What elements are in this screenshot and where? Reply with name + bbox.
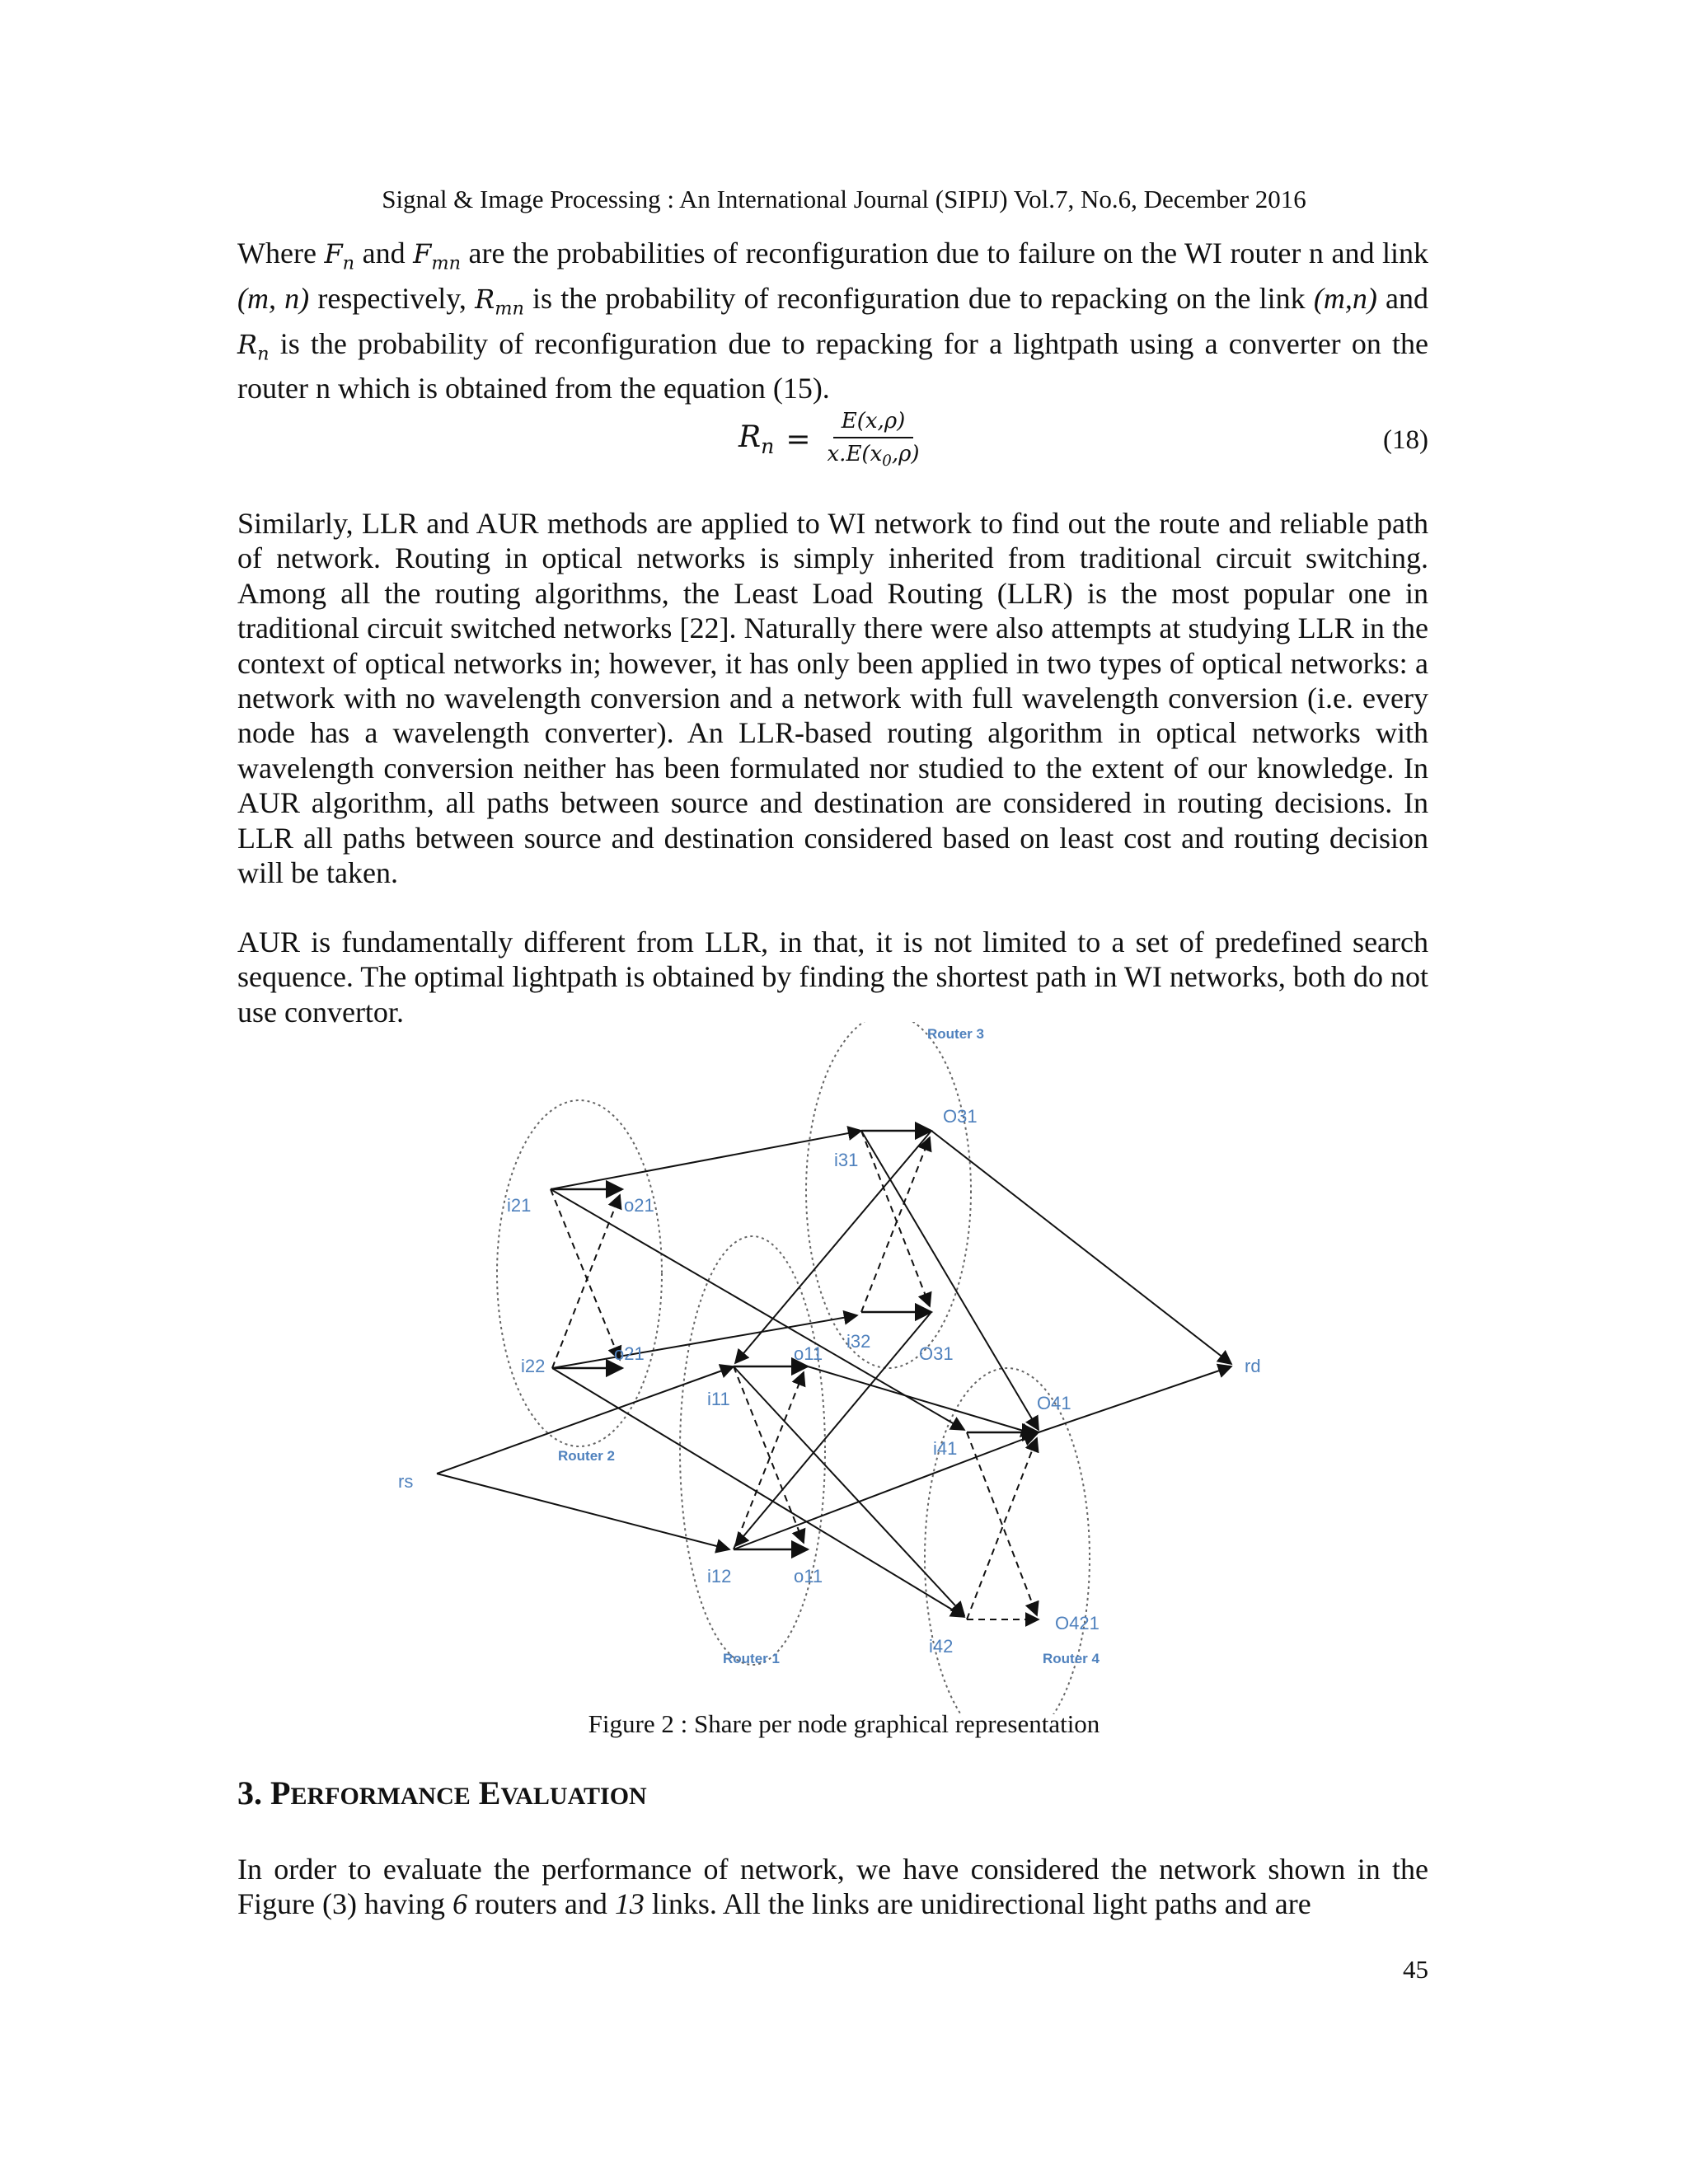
router3-ellipse (806, 1022, 971, 1368)
label-i41: i41 (933, 1438, 958, 1459)
label-o41: O41 (1037, 1393, 1071, 1413)
paragraph-aur-difference: AUR is fundamentally different from LLR, in that, it is not limited to a set of predefined search sequence. The optimal lightpath is obtained by finding the shortest path in WI networks, both do not use convertor. (237, 926, 1428, 1029)
equation-number: (18) (1383, 425, 1428, 455)
label-o21a: o21 (624, 1195, 654, 1216)
paragraph-definitions: Where $F_n$ and $F_{mn}$ are the probabilities of reconfiguration due to failure on the WI router n and link (m, n) respectively, $R_{mn}$ is the probability of reconfiguration due to repacking on the link (m,n) and $R_n$ is the probability of reconfiguration due to repacking for a lightpath using a converter on the router n which is obtained from the equation (15). (237, 237, 1428, 405)
equation-denominator: $x.E(x_0,\rho)$ (827, 442, 920, 471)
label-o31a: O31 (943, 1106, 978, 1127)
label-i31: i31 (834, 1150, 859, 1170)
equation-numerator: E(x,ρ) (833, 409, 913, 438)
page-number: 45 (1403, 1955, 1428, 1984)
label-i42: i42 (929, 1636, 954, 1657)
router2-ellipse (497, 1100, 662, 1446)
equation-18: $R_n$ = $\frac{E(x,\rho)}{x.E(x_0,\rho)}$ (18) (738, 409, 1428, 471)
label-rs: rs (398, 1471, 414, 1492)
router4-label: Router 4 (1043, 1651, 1100, 1666)
router3-label: Router 3 (927, 1026, 984, 1042)
label-i11: i11 (707, 1389, 730, 1409)
router1-label: Router 1 (723, 1651, 780, 1666)
router1-ellipse (680, 1236, 825, 1665)
running-header: Signal & Image Processing : An International Journal (SIPIJ) Vol.7, No.6, December 2016 (382, 185, 1306, 213)
label-i32: i32 (846, 1331, 871, 1352)
paragraph-llr-aur: Similarly, LLR and AUR methods are applied to WI network to find out the route and reliable path of network. Routing in optical networks is simply inherited from traditional circuit switching. Among all the routing algorithms, the Least Load Routing (LLR) is the most popular one in traditional circuit switched networks [22]. Naturally there were also attempts at studying LLR in the context of optical networks in; however, it has only been applied in two types of optical networks: a network with no wavelength conversion and a network with full wavelength conversion (i.e. every node has a wavelength converter). An LLR-based routing algorithm in optical networks with wavelength conversion neither has been formulated nor studied to the extent of our knowledge. In AUR algorithm, all paths between source and destination are considered in routing decisions. In LLR all paths between source and destination considered based on least cost and routing decision will be taken. (237, 507, 1428, 890)
network-figure (0, 1022, 1688, 1714)
label-o11a: o11 (794, 1343, 823, 1364)
router2-label: Router 2 (558, 1448, 615, 1464)
label-o11b: o11 (794, 1566, 823, 1586)
section-heading: 3. PERFORMANCE EVALUATION (237, 1774, 647, 1811)
label-o21b: o21 (614, 1343, 645, 1364)
label-i22: i22 (521, 1356, 546, 1376)
label-rd: rd (1245, 1356, 1261, 1376)
label-i12: i12 (707, 1566, 732, 1586)
figure-caption: Figure 2 : Share per node graphical representation (588, 1709, 1100, 1738)
label-o31b: O31 (919, 1343, 954, 1364)
label-o421: O421 (1055, 1613, 1100, 1633)
label-i21: i21 (507, 1195, 532, 1216)
paragraph-performance: In order to evaluate the performance of network, we have considered the network shown in the Figure (3) having 6 routers and 13 links. All the links are unidirectional light paths and are (237, 1853, 1428, 1921)
